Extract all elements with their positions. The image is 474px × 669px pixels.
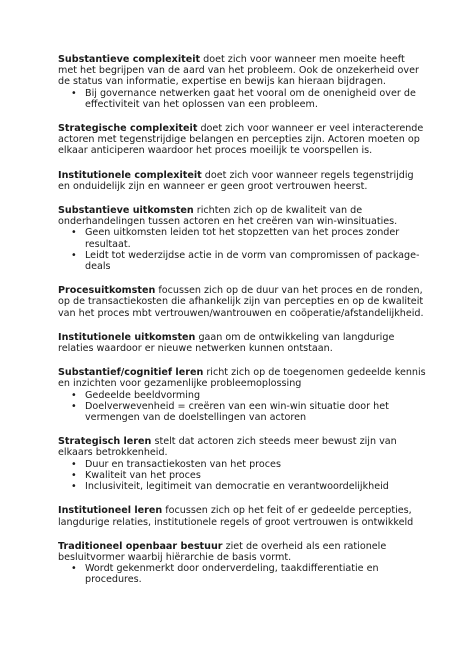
list-item bbox=[58, 250, 426, 272]
paragraph-text: focussen zich op het feit of er gedeelde percepties, langdurige relaties, institutionele regels of groot vertrouwen is ontwikkeld bbox=[58, 505, 414, 528]
bullet-list bbox=[58, 227, 426, 272]
list-item bbox=[58, 401, 426, 423]
bullet-icon: • bbox=[71, 249, 77, 261]
paragraph bbox=[58, 205, 426, 227]
list-item-text: Inclusiviteit, legitimeit van democratie en verantwoordelijkheid bbox=[85, 481, 389, 493]
term-heading: Institutioneel leren bbox=[58, 505, 163, 517]
term-heading: Substantief/cognitief leren bbox=[58, 367, 204, 379]
paragraph bbox=[58, 54, 426, 88]
paragraph-text: stelt dat actoren zich steeds meer bewust zijn van elkaars betrokkenheid. bbox=[58, 436, 397, 459]
list-item bbox=[58, 227, 426, 249]
bullet-icon: • bbox=[71, 458, 77, 470]
paragraph-text: doet zich voor wanneer regels tegenstrijdig en onduidelijk zijn en wanneer er geen groot vertrouwen heerst. bbox=[58, 169, 414, 192]
list-item bbox=[58, 459, 426, 470]
paragraph-text: focussen zich op de duur van het proces en de ronden, op de transactiekosten die afhankelijk zijn van percepties en op de kwaliteit van het proces mbt vertrouwen/wantrouwen en coöperatie/afstandelijkheid. bbox=[58, 285, 424, 319]
paragraph-text: richt zich op de toegenomen gedeelde kennis en inzichten voor gezamenlijke probleemoplossing bbox=[58, 367, 426, 390]
section-institutionele-complexiteit bbox=[58, 170, 426, 192]
list-item-text: Doelverwevenheid = creëren van een win-win situatie door het vermengen van de doelstellingen van actoren bbox=[85, 400, 389, 424]
section-substantieve-complexiteit bbox=[58, 54, 426, 110]
term-heading: Substantieve complexiteit bbox=[58, 54, 201, 65]
section-institutioneel-leren bbox=[58, 505, 426, 527]
section-institutionele-uitkomsten bbox=[58, 332, 426, 354]
list-item-text: Gedeelde beeldvorming bbox=[85, 389, 201, 401]
term-heading: Traditioneel openbaar bestuur bbox=[58, 540, 223, 552]
term-heading: Strategisch leren bbox=[58, 436, 152, 448]
paragraph-text: richten zich op de kwaliteit van de onderhandelingen tussen actoren en het creëren van win-winsituaties. bbox=[58, 205, 398, 228]
bullet-icon: • bbox=[71, 469, 77, 481]
list-item bbox=[58, 390, 426, 401]
paragraph bbox=[58, 541, 426, 563]
paragraph-text: gaan om de ontwikkeling van langdurige relaties waardoor er nieuwe netwerken kunnen ontstaan. bbox=[58, 331, 395, 355]
paragraph bbox=[58, 505, 426, 527]
bullet-list bbox=[58, 459, 426, 493]
term-heading: Institutionele complexiteit bbox=[58, 169, 202, 181]
paragraph bbox=[58, 170, 426, 192]
paragraph bbox=[58, 436, 426, 458]
term-heading: Strategische complexiteit bbox=[58, 123, 198, 135]
list-item bbox=[58, 481, 426, 492]
list-item bbox=[58, 470, 426, 481]
section-substantieve-uitkomsten bbox=[58, 205, 426, 272]
paragraph-text: ziet de overheid als een rationele besluitvormer waarbij hiërarchie de basis vormt. bbox=[58, 540, 387, 563]
bullet-icon: • bbox=[71, 389, 77, 401]
list-item bbox=[58, 563, 426, 585]
paragraph bbox=[58, 332, 426, 354]
term-heading: Procesuitkomsten bbox=[58, 285, 156, 297]
section-strategische-complexiteit bbox=[58, 123, 426, 157]
bullet-list bbox=[58, 390, 426, 424]
bullet-list bbox=[58, 88, 426, 110]
section-substantief-cognitief-leren bbox=[58, 367, 426, 423]
bullet-icon: • bbox=[71, 481, 77, 493]
list-item-text: Bij governance netwerken gaat het vooral om de onenigheid over de effectiviteit van het oplossen van een probleem. bbox=[85, 87, 416, 110]
bullet-icon: • bbox=[71, 87, 77, 99]
bullet-icon: • bbox=[71, 400, 77, 412]
section-traditioneel-openbaar-bestuur bbox=[58, 541, 426, 586]
list-item-text: Duur en transactiekosten van het proces bbox=[85, 458, 281, 470]
paragraph bbox=[58, 123, 426, 157]
list-item-text: Kwaliteit van het proces bbox=[85, 469, 201, 481]
paragraph-text: doet zich voor wanneer er veel interacterende actoren met tegenstrijdige belangen en percepties zijn. Actoren moeten op elkaar anticiperen waardoor het proces moeilijk te voorspellen is. bbox=[58, 123, 424, 157]
term-heading: Institutionele uitkomsten bbox=[58, 331, 196, 343]
term-heading: Substantieve uitkomsten bbox=[58, 205, 194, 217]
bullet-list bbox=[58, 563, 426, 585]
list-item-text: Leidt tot wederzijdse actie in de vorm van compromissen of package-deals bbox=[85, 249, 420, 273]
section-procesuitkomsten bbox=[58, 285, 426, 319]
paragraph-text: doet zich voor wanneer men moeite heeft met het begrijpen van de aard van het probleem. Ook de onzekerheid over de status van informatie, expertise en bewijs kan hieraan bijdragen. bbox=[58, 54, 419, 88]
bullet-icon: • bbox=[71, 563, 77, 575]
paragraph bbox=[58, 285, 426, 319]
list-item-text: Wordt gekenmerkt door onderverdeling, taakdifferentiatie en procedures. bbox=[85, 563, 379, 586]
bullet-icon: • bbox=[71, 227, 77, 239]
paragraph bbox=[58, 367, 426, 389]
list-item bbox=[58, 88, 426, 110]
section-strategisch-leren bbox=[58, 436, 426, 492]
document-page bbox=[58, 54, 426, 599]
list-item-text: Geen uitkomsten leiden tot het stopzetten van het proces zonder resultaat. bbox=[85, 227, 400, 250]
